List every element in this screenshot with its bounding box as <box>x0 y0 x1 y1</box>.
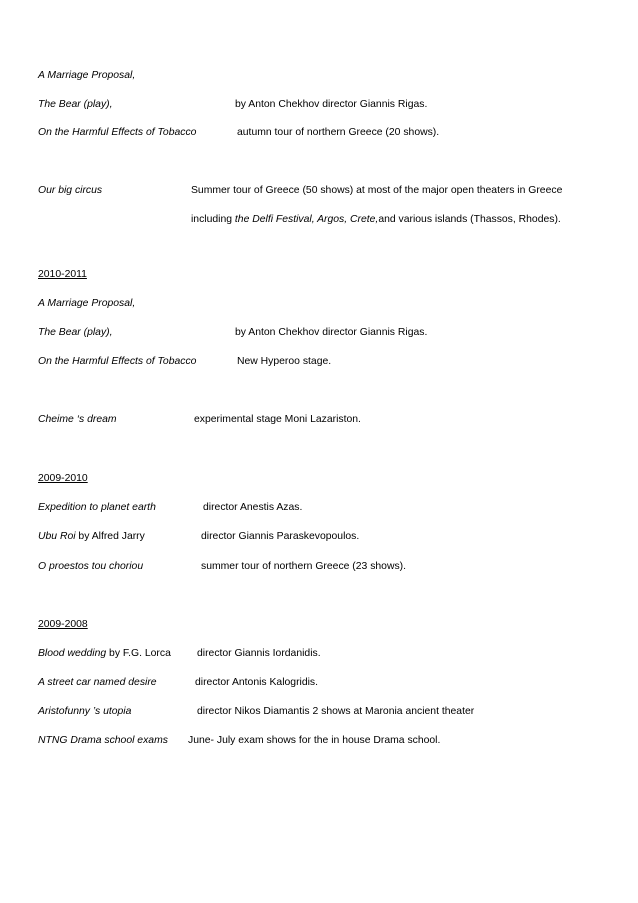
play-title: A Marriage Proposal, <box>38 298 136 309</box>
play-title: The Bear (play), <box>38 327 113 338</box>
season-heading: 2009-2008 <box>38 619 88 630</box>
play-author: by F.G. Lorca <box>106 648 171 659</box>
play-detail: director Antonis Kalogridis. <box>195 677 319 688</box>
detail-text: including <box>191 214 235 225</box>
play-title: The Bear (play), <box>38 99 113 110</box>
season-heading: 2010-2011 <box>38 269 87 280</box>
play-title: Aristofunny ’s utopia <box>38 706 132 717</box>
detail-venues: the Delfi Festival, Argos, Crete, <box>234 214 379 225</box>
play-detail: by Anton Chekhov director Giannis Rigas. <box>235 99 428 110</box>
play-title: On the Harmful Effects of Tobacco <box>38 127 197 138</box>
play-title: Expedition to planet earth <box>38 502 156 513</box>
detail-text: and various islands (Thassos, Rhodes). <box>378 214 561 225</box>
play-detail: director Giannis Paraskevopoulos. <box>201 531 360 542</box>
play-detail: Summer tour of Greece (50 shows) at most of the major open theaters in Greece <box>191 185 563 196</box>
play-detail: New Hyperoo stage. <box>237 356 332 367</box>
play-title-text: Ubu Roi <box>38 531 76 542</box>
play-detail: director Nikos Diamantis 2 shows at Maronia ancient theater <box>197 706 475 717</box>
play-title: A Marriage Proposal, <box>38 70 136 81</box>
play-detail: by Anton Chekhov director Giannis Rigas. <box>235 327 428 338</box>
play-title: Our big circus <box>38 185 103 196</box>
play-detail: experimental stage Moni Lazariston. <box>194 414 361 425</box>
play-detail: June- July exam shows for the in house Drama school. <box>188 735 441 746</box>
play-detail <box>191 214 561 225</box>
play-title <box>38 531 145 542</box>
play-title-text: Blood wedding <box>38 648 107 659</box>
play-author: by Alfred Jarry <box>75 531 145 542</box>
play-title: A street car named desire <box>38 677 157 688</box>
play-title: NTNG Drama school exams <box>38 735 168 746</box>
play-detail: autumn tour of northern Greece (20 shows). <box>237 127 440 138</box>
play-detail: director Anestis Azas. <box>203 502 303 513</box>
play-detail: summer tour of northern Greece (23 shows). <box>201 561 407 572</box>
play-title: Cheime ‘s dream <box>38 414 117 425</box>
play-title: O proestos tou choriou <box>38 561 144 572</box>
play-detail: director Giannis Iordanidis. <box>197 648 321 659</box>
play-title: On the Harmful Effects of Tobacco <box>38 356 197 367</box>
season-heading: 2009-2010 <box>38 473 88 484</box>
play-title <box>38 648 171 659</box>
